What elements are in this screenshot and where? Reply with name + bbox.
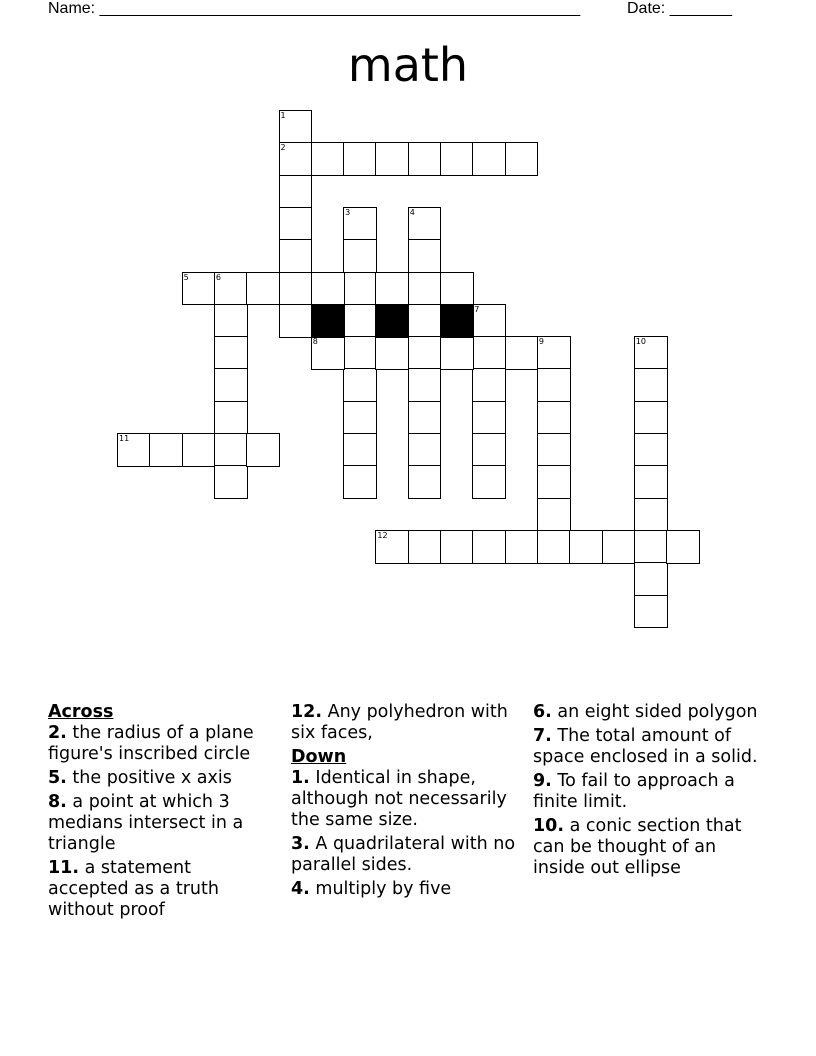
clue-across-5: 5. the positive x axis: [48, 768, 232, 788]
grid-cell[interactable]: [440, 142, 474, 176]
grid-cell[interactable]: [472, 530, 506, 564]
clue-across-11: 11. a statement accepted as a truth without proof: [48, 858, 219, 920]
grid-cell[interactable]: [149, 433, 183, 467]
grid-cell[interactable]: [537, 530, 571, 564]
page-title: math: [347, 38, 469, 92]
grid-cell[interactable]: [602, 530, 636, 564]
clue-down-3: 3. A quadrilateral with no parallel sides.: [291, 834, 516, 875]
grid-cell[interactable]: [408, 336, 442, 370]
name-field-label: Name: ______________________________________________________: [48, 0, 581, 17]
grid-cell[interactable]: [408, 368, 442, 402]
clue-number: 7: [474, 304, 480, 314]
grid-cell[interactable]: [634, 368, 668, 402]
clue-across-8: 8. a point at which 3 medians intersect in a triangle: [48, 792, 244, 854]
grid-cell[interactable]: [472, 304, 506, 338]
grid-cell[interactable]: [634, 401, 668, 435]
grid-cell[interactable]: [505, 142, 539, 176]
clue-down-9: 9. To fail to approach a finite limit.: [533, 771, 735, 812]
grid-cell[interactable]: [408, 433, 442, 467]
clues-column-2: [291, 702, 519, 903]
clue-across-12: 12. Any polyhedron with six faces,: [291, 702, 508, 743]
grid-cell[interactable]: [279, 304, 313, 338]
grid-cell[interactable]: [634, 562, 668, 596]
grid-cell[interactable]: [214, 401, 248, 435]
grid-cell[interactable]: [279, 175, 313, 209]
clue-number: 1: [280, 111, 286, 120]
grid-cell[interactable]: [343, 239, 377, 273]
grid-cell[interactable]: [214, 304, 248, 338]
grid-cell[interactable]: [311, 272, 345, 306]
grid-cell[interactable]: [279, 142, 313, 176]
clue-number: 12: [377, 530, 388, 540]
clue-number: 11: [119, 434, 130, 443]
grid-cell[interactable]: [634, 530, 668, 564]
grid-cell[interactable]: [214, 465, 248, 499]
black-cell: [311, 304, 345, 338]
grid-cell[interactable]: [569, 530, 603, 564]
grid-cell[interactable]: [505, 336, 539, 370]
grid-cell[interactable]: [343, 336, 377, 370]
grid-cell[interactable]: [472, 142, 506, 176]
clue-down-4: 4. multiply by five: [291, 879, 452, 899]
grid-cell[interactable]: [408, 239, 442, 273]
grid-cell[interactable]: [343, 368, 377, 402]
grid-cell[interactable]: [634, 465, 668, 499]
grid-cell[interactable]: [375, 336, 409, 370]
grid-cell[interactable]: [634, 498, 668, 532]
grid-cell[interactable]: [537, 465, 571, 499]
grid-cell[interactable]: [408, 304, 442, 338]
grid-cell[interactable]: [375, 272, 409, 306]
clues-column-1: [48, 702, 276, 924]
clue-down-7: 7. The total amount of space enclosed in a solid.: [533, 726, 758, 767]
grid-cell[interactable]: [408, 401, 442, 435]
clue-down-6: 6. an eight sided polygon: [533, 702, 758, 722]
black-cell: [440, 304, 474, 338]
grid-cell[interactable]: [343, 272, 377, 306]
grid-cell[interactable]: [408, 142, 442, 176]
grid-cell[interactable]: [537, 401, 571, 435]
grid-cell[interactable]: [440, 336, 474, 370]
clue-number: 10: [635, 337, 646, 347]
grid-cell[interactable]: [634, 433, 668, 467]
grid-cell[interactable]: [343, 304, 377, 338]
grid-cell[interactable]: [408, 530, 442, 564]
grid-cell[interactable]: [408, 272, 442, 306]
black-cell: [375, 304, 409, 338]
grid-cell[interactable]: [343, 401, 377, 435]
grid-cell[interactable]: [408, 465, 442, 499]
grid-cell[interactable]: [537, 336, 571, 370]
grid-cell[interactable]: [182, 433, 216, 467]
grid-cell[interactable]: [472, 401, 506, 435]
grid-cell[interactable]: [634, 595, 668, 629]
grid-cell[interactable]: [666, 530, 700, 564]
grid-cell[interactable]: [343, 207, 377, 241]
clue-number: 3: [345, 207, 351, 217]
clue-number: 8: [312, 337, 318, 347]
clue-number: 6: [215, 272, 221, 282]
clue-down-1: 1. Identical in shape, although not necessarily the same size.: [291, 768, 507, 830]
grid-cell[interactable]: [311, 142, 345, 176]
grid-cell[interactable]: [279, 207, 313, 241]
grid-cell[interactable]: [537, 368, 571, 402]
grid-cell[interactable]: [634, 336, 668, 370]
clue-number: 9: [538, 337, 544, 347]
grid-cell[interactable]: [440, 272, 474, 306]
grid-cell[interactable]: [246, 433, 280, 467]
grid-cell[interactable]: [440, 530, 474, 564]
clue-number: 2: [280, 143, 286, 153]
down-heading: Down: [291, 747, 347, 767]
grid-cell[interactable]: [537, 433, 571, 467]
clues-column-3: [533, 702, 761, 882]
grid-cell[interactable]: [505, 530, 539, 564]
grid-cell[interactable]: [279, 239, 313, 273]
grid-cell[interactable]: [472, 368, 506, 402]
grid-cell[interactable]: [408, 207, 442, 241]
grid-cell[interactable]: [246, 272, 280, 306]
grid-cell[interactable]: [472, 433, 506, 467]
grid-cell[interactable]: [343, 142, 377, 176]
clue-across-2: 2. the radius of a plane figure's inscribed circle: [48, 723, 254, 764]
grid-cell[interactable]: [214, 336, 248, 370]
across-heading: Across: [48, 702, 114, 722]
grid-cell[interactable]: [311, 336, 345, 370]
grid-cell[interactable]: [214, 368, 248, 402]
clue-down-10: 10. a conic section that can be thought of an inside out ellipse: [533, 816, 742, 878]
grid-cell[interactable]: [214, 433, 248, 467]
grid-cell[interactable]: [375, 142, 409, 176]
grid-cell[interactable]: [472, 336, 506, 370]
grid-cell[interactable]: [279, 272, 313, 306]
grid-cell[interactable]: [279, 110, 313, 144]
grid-cell[interactable]: [472, 465, 506, 499]
grid-cell[interactable]: [214, 272, 248, 306]
grid-cell[interactable]: [117, 433, 151, 467]
grid-cell[interactable]: [343, 433, 377, 467]
clue-number: 5: [183, 272, 189, 282]
grid-cell[interactable]: [375, 530, 409, 564]
grid-cell[interactable]: [182, 272, 216, 306]
date-field-label: Date: _______: [627, 0, 732, 17]
clue-number: 4: [409, 207, 415, 217]
grid-cell[interactable]: [537, 498, 571, 532]
grid-cell[interactable]: [343, 465, 377, 499]
